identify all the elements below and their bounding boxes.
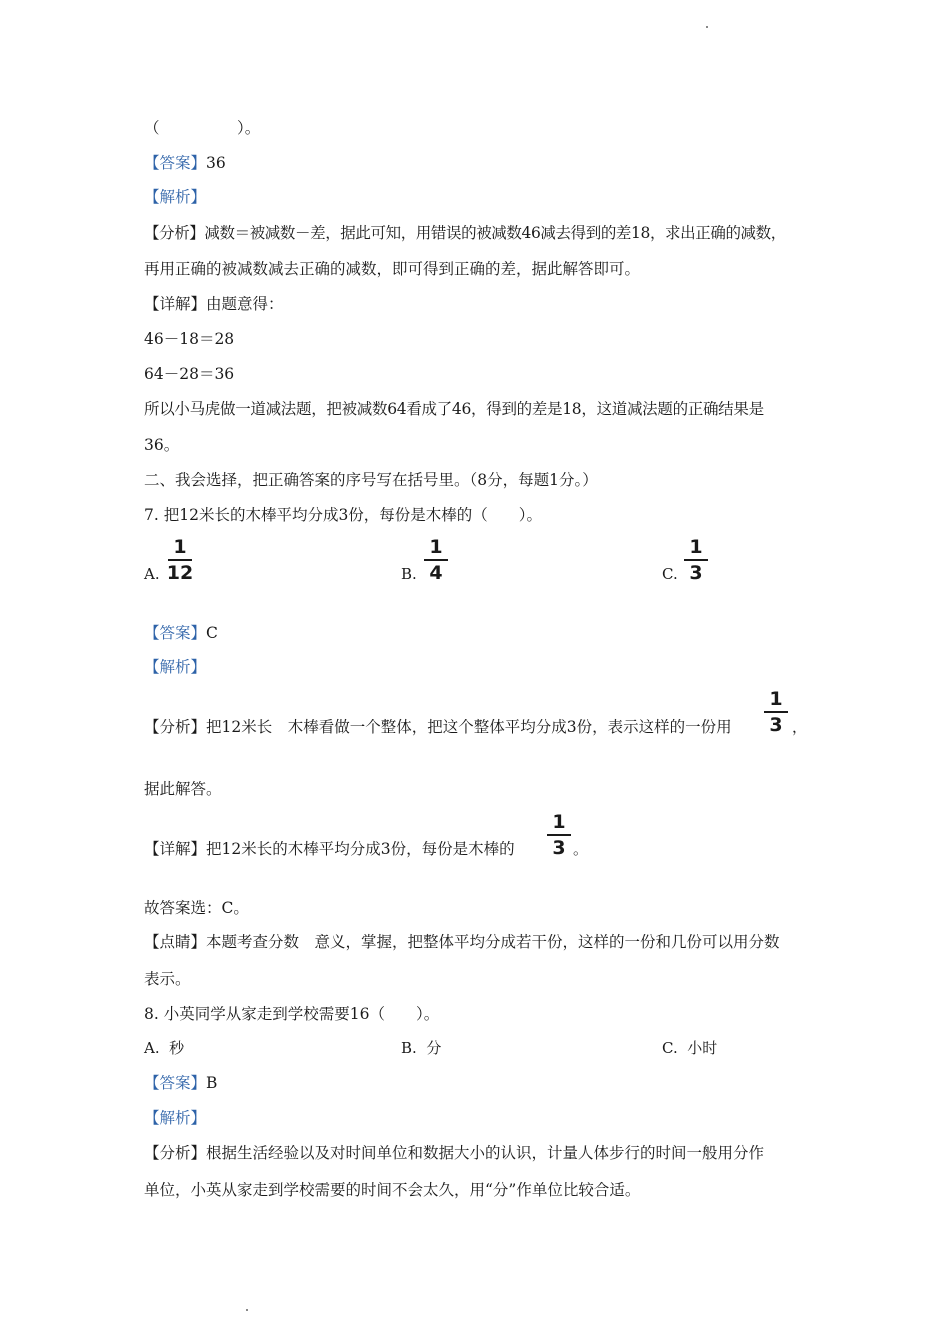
q8-fenxi-text-1: 根据生活经验以及对时间单位和数据大小的认识，计量人体步行的时间一般用分作 bbox=[206, 1144, 765, 1162]
q6-fenxi-line-2: 再用正确的被减数减去正确的减数，即可得到正确的差，据此解答即可。 bbox=[144, 260, 641, 278]
q6-detail-text: 由题意得： bbox=[206, 295, 284, 313]
answer-tag: 【答案】 bbox=[144, 1074, 207, 1092]
q8-analysis-tag: 【解析】 bbox=[144, 1109, 207, 1127]
fraction-denominator: 12 bbox=[166, 561, 194, 584]
q6-answer bbox=[144, 152, 226, 174]
q6-calc-2: 64－28＝36 bbox=[144, 365, 235, 383]
q6-fenxi-line-1 bbox=[144, 222, 786, 244]
footer-dot bbox=[246, 1309, 248, 1311]
fraction-denominator: 4 bbox=[429, 561, 443, 584]
q6-conclusion-2: 36。 bbox=[144, 436, 180, 454]
fenxi-tag: 【分析】 bbox=[144, 224, 205, 242]
q7-fenxi-line-2: 据此解答。 bbox=[144, 780, 222, 798]
fraction-bar bbox=[168, 559, 192, 561]
header-dot bbox=[706, 26, 708, 28]
q7-choice: 故答案选：C。 bbox=[144, 899, 249, 917]
answer-tag: 【答案】 bbox=[144, 154, 207, 172]
q7-fenxi-comma: ， bbox=[792, 718, 808, 736]
q8-option-c-label: C. bbox=[662, 1039, 678, 1057]
top-blank: （ ）。 bbox=[144, 119, 261, 137]
q6-calc-1: 46－18＝28 bbox=[144, 330, 235, 348]
q8-option-b bbox=[401, 1038, 441, 1058]
q8-option-b-text: 分 bbox=[426, 1039, 442, 1057]
q7-note-text-1: 本题考查分数 意义，掌握，把整体平均分成若干份，这样的一份和几份可以用分数 bbox=[206, 933, 780, 951]
q8-fenxi-line-2: 单位，小英从家走到学校需要的时间不会太久，用“分”作单位比较合适。 bbox=[144, 1181, 641, 1199]
q8-option-c bbox=[662, 1038, 717, 1058]
q7-option-b-label: B. bbox=[401, 565, 417, 583]
q7-option-a-fraction bbox=[166, 536, 194, 584]
q6-analysis-tag: 【解析】 bbox=[144, 188, 207, 206]
fraction-bar bbox=[764, 711, 788, 713]
q7-answer-value: C bbox=[206, 624, 218, 642]
fraction-bar bbox=[424, 559, 448, 561]
q8-answer-value: B bbox=[206, 1074, 218, 1092]
q7-option-c-label: C. bbox=[662, 565, 678, 583]
fenxi-tag: 【分析】 bbox=[144, 1144, 207, 1162]
fraction-denominator: 3 bbox=[552, 836, 566, 859]
note-tag: 【点睛】 bbox=[144, 933, 207, 951]
fraction-numerator: 1 bbox=[689, 536, 703, 558]
q7-fenxi-text-1: 把12米长 木棒看做一个整体，把这个整体平均分成3份，表示这样的一份用 bbox=[206, 718, 732, 736]
q7-question: 7. 把12米长的木棒平均分成3份，每份是木棒的（ ）。 bbox=[144, 506, 543, 524]
fraction-numerator: 1 bbox=[429, 536, 443, 558]
q7-fenxi-line-1 bbox=[144, 716, 732, 738]
fraction-numerator: 1 bbox=[552, 811, 566, 833]
q7-option-b-fraction bbox=[422, 536, 450, 584]
fraction-bar bbox=[547, 834, 571, 836]
q8-question: 8. 小英同学从家走到学校需要16（ ）。 bbox=[144, 1005, 440, 1023]
q7-detail-text: 把12米长的木棒平均分成3份，每份是木棒的 bbox=[206, 840, 515, 858]
fraction-denominator: 3 bbox=[689, 561, 703, 584]
fraction-numerator: 1 bbox=[769, 688, 783, 710]
q7-fenxi-fraction bbox=[762, 688, 790, 736]
fraction-bar bbox=[684, 559, 708, 561]
q7-detail-fraction bbox=[545, 811, 573, 859]
q7-option-c-fraction bbox=[682, 536, 710, 584]
q8-option-a bbox=[144, 1038, 184, 1058]
q7-analysis-tag: 【解析】 bbox=[144, 658, 207, 676]
q7-note-line-2: 表示。 bbox=[144, 970, 191, 988]
q8-option-a-text: 秒 bbox=[169, 1039, 185, 1057]
q8-fenxi-line-1 bbox=[144, 1142, 764, 1164]
answer-tag: 【答案】 bbox=[144, 624, 207, 642]
q8-answer bbox=[144, 1072, 217, 1094]
q7-detail bbox=[144, 838, 515, 860]
q6-fenxi-text-1: 减数＝被减数－差，据此可知，用错误的被减数46减去得到的差18，求出正确的减数， bbox=[204, 224, 786, 242]
q7-option-a-label: A. bbox=[144, 565, 160, 583]
q8-option-b-label: B. bbox=[401, 1039, 417, 1057]
q7-detail-period: 。 bbox=[573, 840, 589, 858]
q6-detail bbox=[144, 293, 284, 315]
detail-tag: 【详解】 bbox=[144, 295, 207, 313]
q7-answer bbox=[144, 622, 218, 644]
fraction-numerator: 1 bbox=[173, 536, 187, 558]
q8-option-a-label: A. bbox=[144, 1039, 160, 1057]
q8-option-c-text: 小时 bbox=[687, 1039, 718, 1057]
fraction-denominator: 3 bbox=[769, 713, 783, 736]
q6-answer-value: 36 bbox=[206, 154, 226, 172]
section-2-heading: 二、我会选择，把正确答案的序号写在括号里。（8分，每题1分。） bbox=[144, 471, 598, 489]
detail-tag: 【详解】 bbox=[144, 840, 207, 858]
q6-conclusion-1: 所以小马虎做一道减法题，把被减数64看成了46，得到的差是18，这道减法题的正确结果是 bbox=[144, 400, 764, 418]
q7-note-line-1 bbox=[144, 931, 780, 953]
fenxi-tag: 【分析】 bbox=[144, 718, 207, 736]
